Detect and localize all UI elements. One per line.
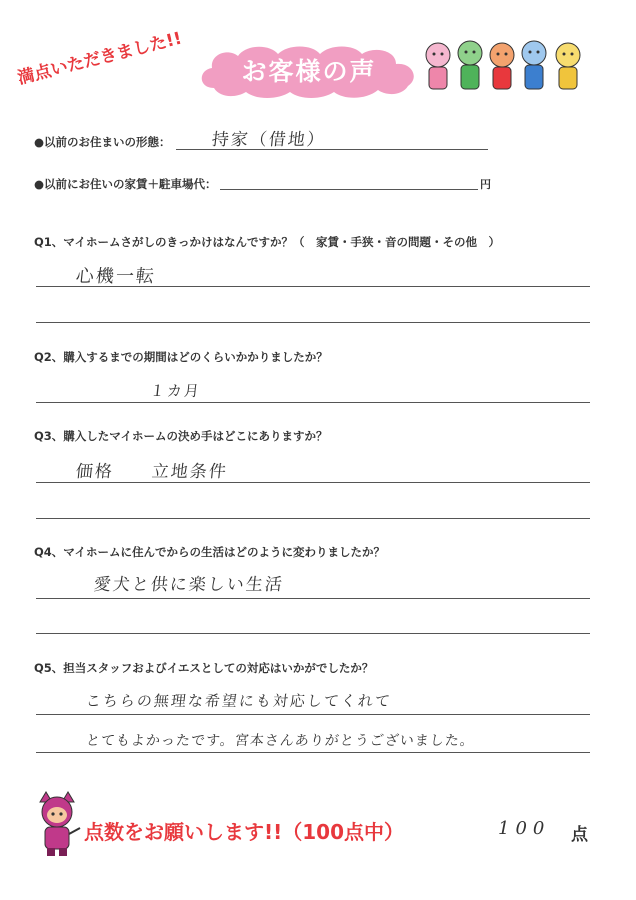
q1-label: Q1、マイホームさがしのきっかけはなんですか？（ 家賃・手狭・音の問題・その他 ） (34, 235, 501, 249)
q5-line-1 (36, 714, 590, 715)
q4-answer: 愛犬と供に楽しい生活 (92, 575, 285, 595)
q5-label: Q5、担当スタッフおよびイエスとしての対応はいかがでしたか？ (34, 661, 374, 675)
q2-answer: １カ月 (149, 382, 202, 400)
prev-rent-unit: 円 (480, 178, 491, 191)
q5-answer-line-2: とてもよかったです。宮本さんありがとうございました。 (85, 733, 476, 749)
q5-answer-line-1: こちらの無理な希望にも対応してくれて (85, 692, 393, 710)
q3-answer: 価格 立地条件 (74, 462, 229, 482)
q1-line-1 (36, 286, 590, 287)
score-unit: 点 (571, 825, 588, 845)
prev-residence-label: ●以前のお住まいの形態： (34, 135, 171, 149)
page-title: お客様の声 (241, 57, 377, 86)
score-value: 100 (498, 818, 551, 839)
q1-answer: 心機一転 (74, 266, 157, 287)
q4-line-2 (36, 633, 590, 634)
prev-rent-line (220, 189, 478, 190)
q4-label: Q4、マイホームに住んでからの生活はどのように変わりましたか？ (34, 545, 386, 559)
prev-residence-answer: 持家（借地） (210, 130, 327, 150)
q1-line-2 (36, 322, 590, 323)
q5-line-2 (36, 752, 590, 753)
q2-line-1 (36, 402, 590, 403)
prev-residence-line (176, 149, 488, 150)
q3-line-1 (36, 482, 590, 483)
q3-line-2 (36, 518, 590, 519)
q3-label: Q3、購入したマイホームの決め手はどこにありますか？ (34, 429, 328, 443)
mascot-group-icon (418, 38, 593, 98)
prev-rent-label: ●以前にお住いの家賃＋駐車場代： (34, 177, 217, 191)
mascot-pink-icon (32, 790, 82, 860)
score-label: 点数をお願いします!!（100点中） (84, 820, 404, 844)
full-score-banner: 満点いただきました!! (15, 28, 184, 89)
q4-line-1 (36, 598, 590, 599)
q2-label: Q2、購入するまでの期間はどのくらいかかりましたか？ (34, 350, 328, 364)
